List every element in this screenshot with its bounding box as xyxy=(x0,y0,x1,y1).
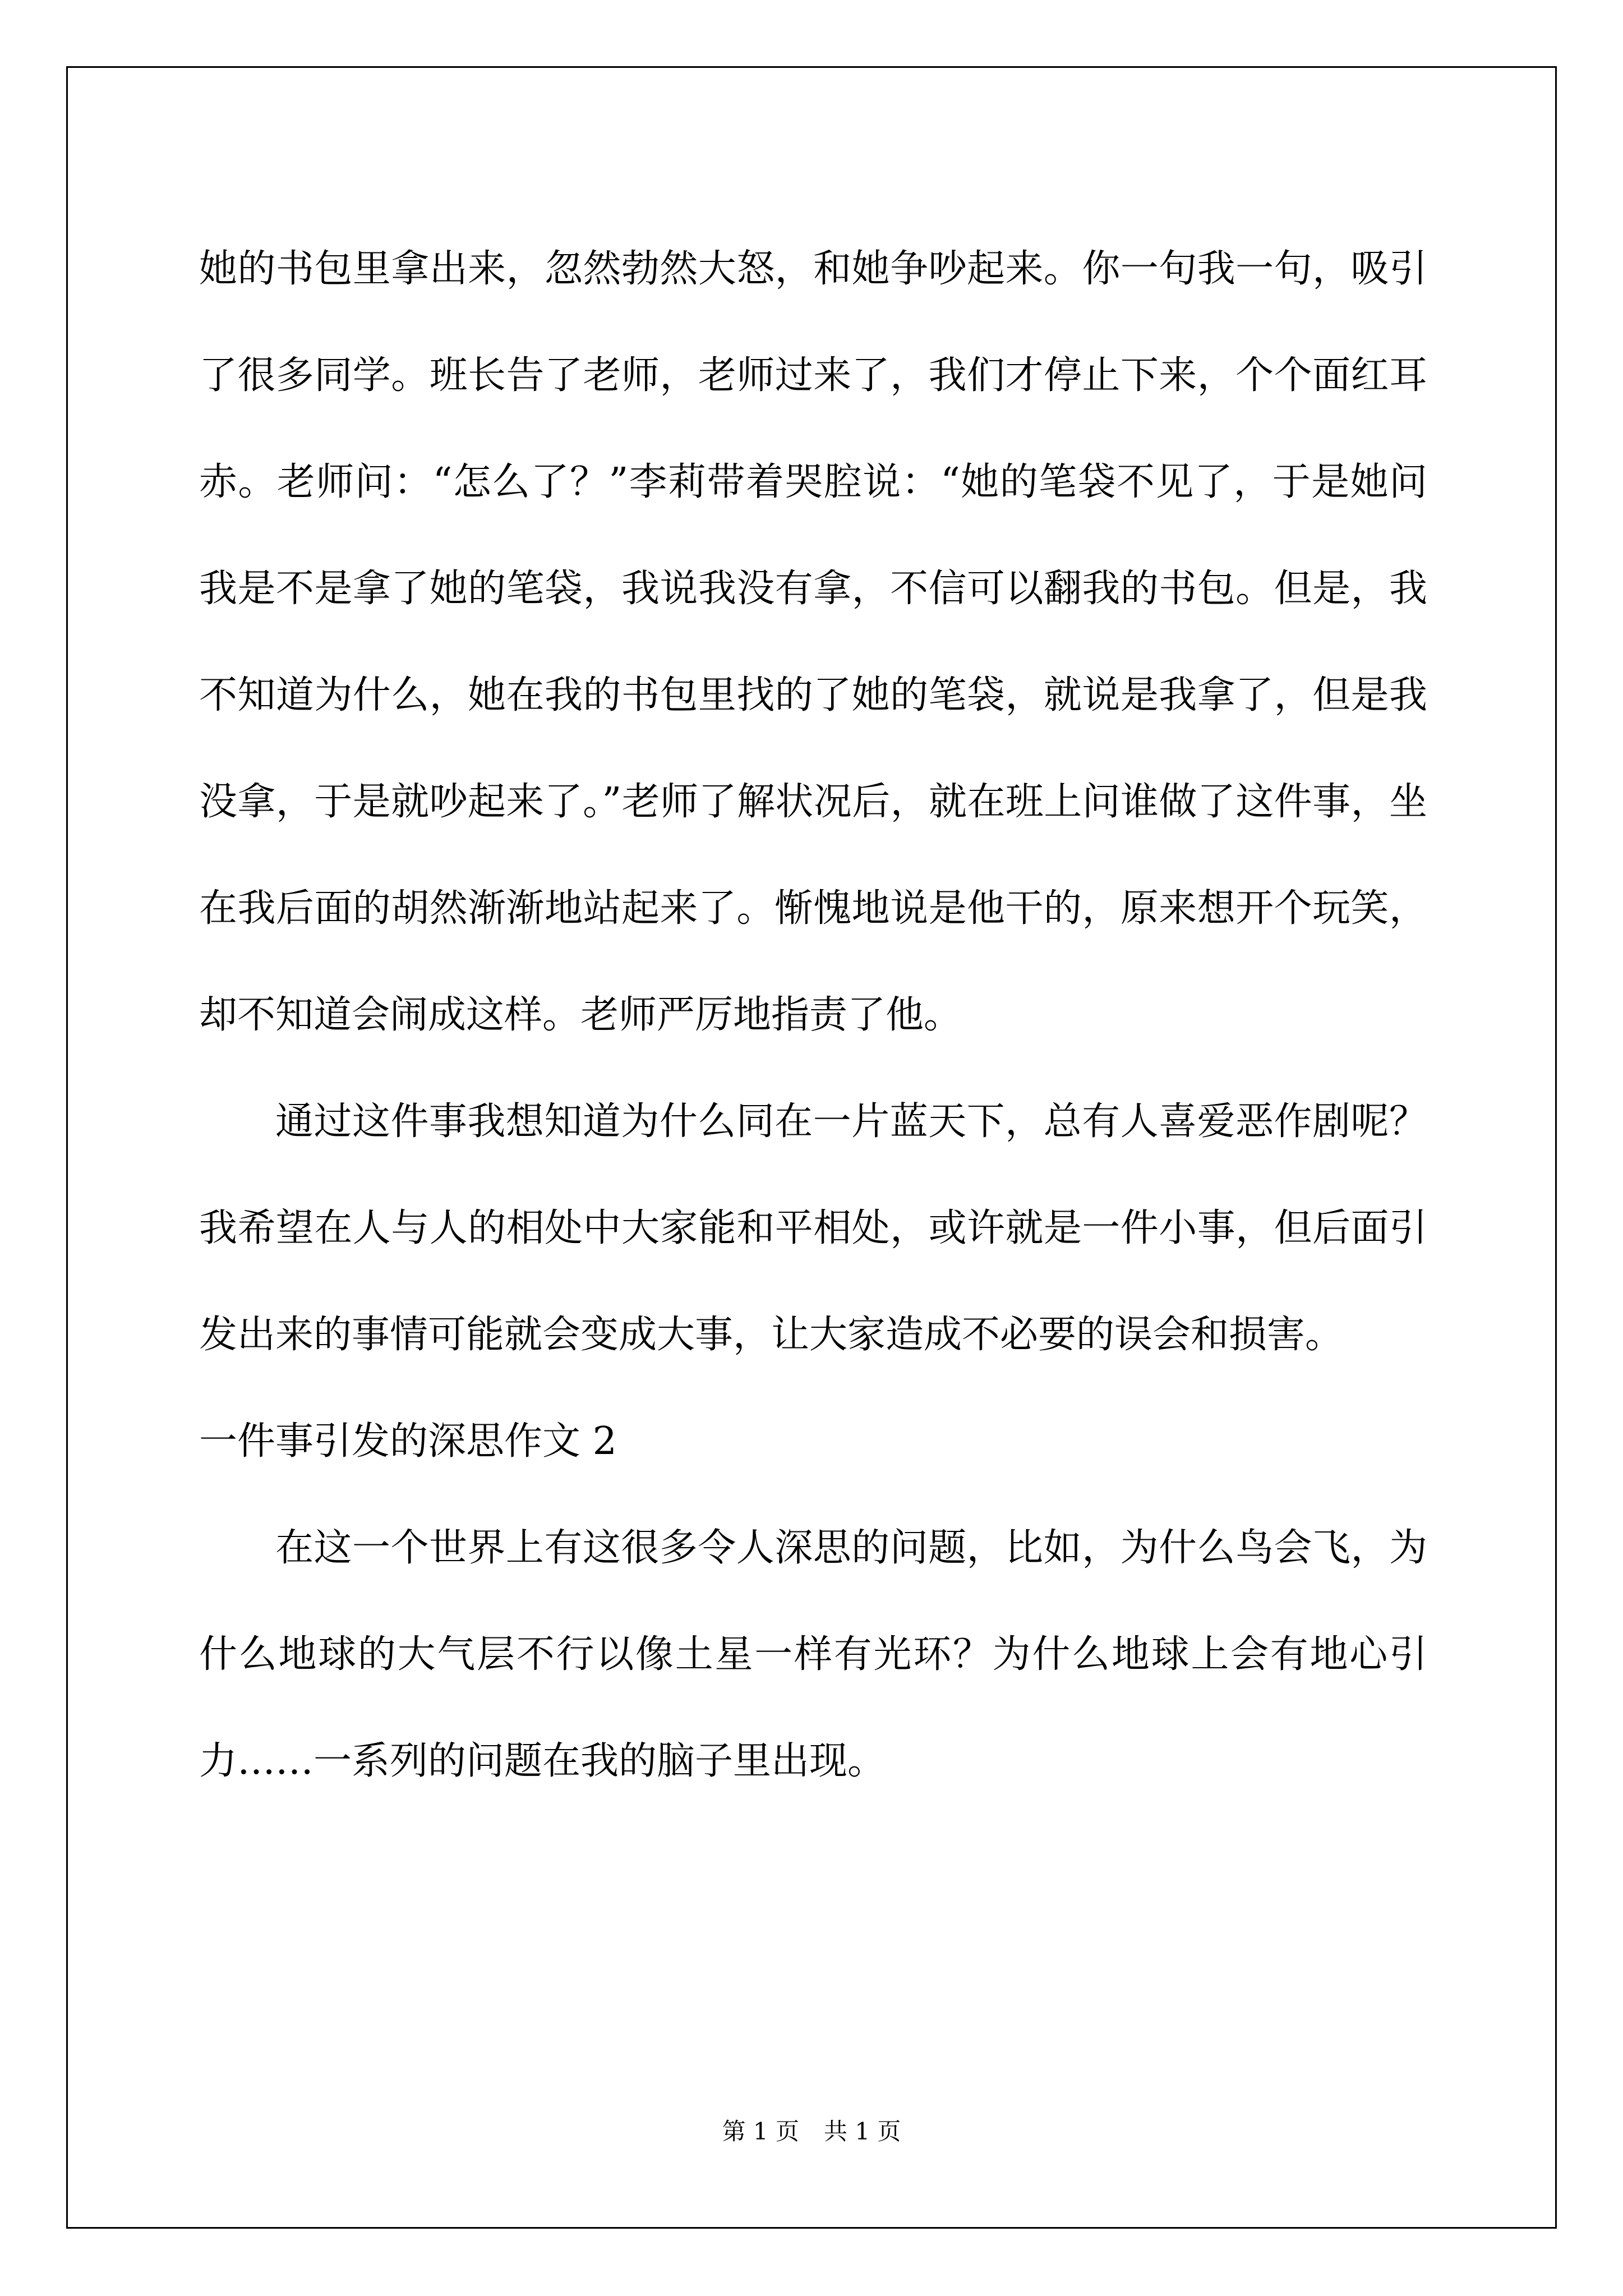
paragraph-1: 她的书包里拿出来，忽然勃然大怒，和她争吵起来。你一句我一句，吸引了很多同学。班长告了老师，老师过来了，我们才停止下来，个个面红耳赤。老师问：“怎么了？”李莉带着哭腔说：“她的笔袋不见了，于是她问我是不是拿了她的笔袋，我说我没有拿，不信可以翻我的书包。但是，我不知道为什么，她在我的书包里找的了她的笔袋，就说是我拿了，但是我没拿，于是就吵起来了。”老师了解状况后，就在班上问谁做了这件事，坐在我后面的胡然渐渐地站起来了。惭愧地说是他干的，原来想开个玩笑，却不知道会闹成这样。老师严厉地指责了他。 xyxy=(199,247,1427,1037)
section-title: 一件事引发的深思作文 2 xyxy=(199,1419,617,1464)
page-total: 共 1 页 xyxy=(824,2118,901,2145)
paragraph-2: 通过这件事我想知道为什么同在一片蓝天下，总有人喜爱恶作剧呢？我希望在人与人的相处中大家能和平相处，或许就是一件小事，但后面引发出来的事情可能就会变成大事，让大家造成不必要的误会和损害。 xyxy=(199,1099,1427,1357)
paragraph-3: 在这一个世界上有这很多令人深思的问题，比如，为什么鸟会飞，为什么地球的大气层不行以像土星一样有光环？为什么地球上会有地心引力……一系列的问题在我的脑子里出现。 xyxy=(199,1526,1427,1783)
page-number: 第 1 页 xyxy=(722,2118,799,2145)
page-footer xyxy=(0,2115,1623,2148)
document-body xyxy=(199,216,1427,1815)
